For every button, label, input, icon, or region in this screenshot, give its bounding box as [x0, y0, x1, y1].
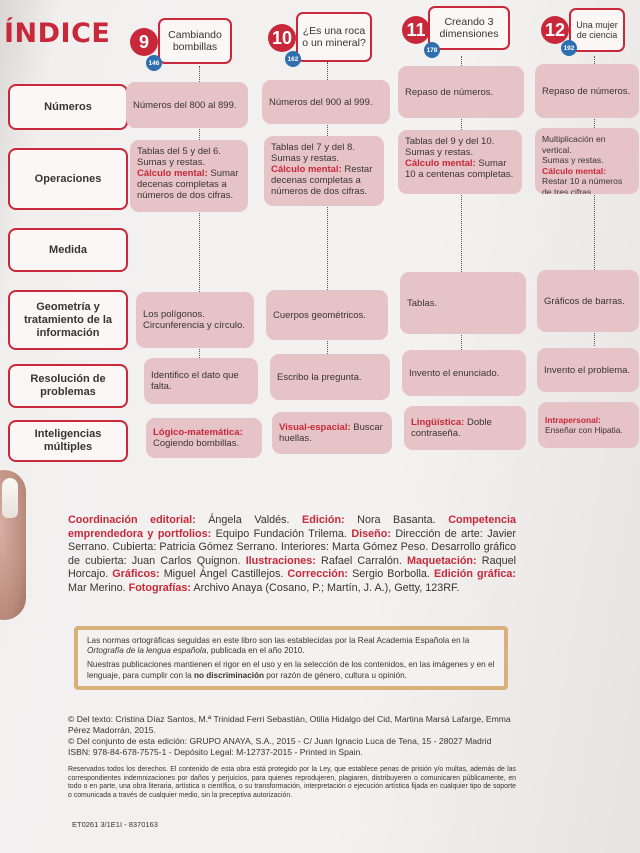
notice-text: Nuestras publicaciones mantienen el rigor en el uso y en la selección de los contenidos, en las imágenes y en el lenguaje, para cumplir con la: [87, 660, 495, 680]
row-label-inteligencias: Inteligencias múltiples: [8, 420, 128, 462]
cell-operaciones-u11: [398, 130, 522, 194]
cell-highlight: Cálculo mental:: [405, 158, 476, 169]
page-number-badge: 162: [285, 51, 301, 67]
page-title: ÍNDICE: [4, 18, 111, 49]
cell-numeros-u10: Números del 900 al 999.: [262, 80, 390, 124]
isbn-line: ISBN: 978-84-678-7575-1 - Depósito Legal: M-12737-2015 - Printed in Spain.: [68, 747, 363, 757]
credit-value: Ángela Valdés.: [195, 514, 303, 526]
notice-book-title: Ortografía de la lengua española: [87, 646, 207, 656]
cell-rest: Doble contraseña.: [411, 417, 492, 439]
cell-text: Multiplicación en vertical. Sumas y restas.: [542, 134, 606, 165]
unit-title: Creando 3 dimensiones: [428, 6, 510, 50]
cell-inteligencias-u12: [538, 402, 639, 448]
copyright-block: [68, 714, 516, 758]
unit-title: Cambiando bombillas: [158, 18, 232, 64]
cell-numeros-u11: Repaso de números.: [398, 66, 524, 118]
credit-value: Nora Basanta.: [344, 514, 449, 526]
cell-resolucion-u12: Invento el problema.: [537, 348, 639, 392]
cell-geometria-u10: Cuerpos geométricos.: [266, 290, 388, 340]
edition-code: ET0261 3/1E1I - 8370163: [72, 820, 158, 829]
credit-key: Gráficos:: [112, 568, 160, 581]
credit-value: Dirección de arte: Javier Serrano. Cubierta: Patricia Gómez Serrano. Interiores: Marta Gómez Peso. Desarrollo gráfico de cubierta: Juan Carlos Quignon.: [68, 527, 516, 567]
copyright-line: © Del conjunto de esta edición: GRUPO ANAYA, S.A., 2015 - C/ Juan Ignacio Luca de Tena, 15 - 28027 Madrid: [68, 736, 492, 746]
row-label-operaciones: Operaciones: [8, 148, 128, 210]
cell-rest: Buscar huellas.: [279, 422, 383, 444]
credit-value: Miguel Ángel Castillejos.: [159, 568, 288, 581]
cell-highlight: Cálculo mental:: [271, 164, 342, 175]
cell-highlight: Lingüística:: [411, 417, 465, 428]
notice-paragraph-2: [87, 660, 495, 680]
cell-text: Tablas del 5 y del 6. Sumas y restas.: [137, 146, 221, 168]
row-label-geometria: Geometría y tratamiento de la información: [8, 290, 128, 350]
cell-resolucion-u9: Identifico el dato que falta.: [144, 358, 258, 404]
cell-text: Tablas del 9 y del 10. Sumas y restas.: [405, 136, 495, 158]
orthography-notice: [74, 626, 508, 690]
page-number-badge: 146: [146, 55, 162, 71]
credit-value: Archivo Anaya (Cosano, P.; Martín, J. A.), Getty, 123RF.: [191, 581, 460, 594]
cell-rest: Cogiendo bombillas.: [153, 438, 240, 449]
cell-rest: Restar decenas completas a números de dos cifras.: [271, 164, 373, 197]
unit-number: 12: [541, 16, 569, 44]
row-label-medida: Medida: [8, 228, 128, 272]
cell-highlight: Cálculo mental:: [137, 168, 208, 179]
credit-key: Competencia emprendedora y portfolios:: [68, 514, 516, 540]
unit-number: 10: [268, 24, 296, 52]
cell-operaciones-u10: [264, 136, 384, 206]
cell-geometria-u9: Los polígonos. Circunferencia y círculo.: [136, 292, 254, 348]
cell-rest: Restar 10 a números de tres cifras.: [542, 176, 623, 194]
page-number-badge: 178: [424, 42, 440, 58]
cell-rest: Enseñar con Hipatia.: [545, 425, 623, 435]
cell-resolucion-u10: Escribo la pregunta.: [270, 354, 390, 400]
notice-paragraph-1: [87, 636, 495, 656]
cell-highlight: Cálculo mental:: [542, 165, 606, 176]
cell-numeros-u9: Números del 800 al 899.: [126, 82, 248, 128]
cell-numeros-u12: Repaso de números.: [535, 64, 639, 118]
page-number-badge: 192: [561, 40, 577, 56]
cell-resolucion-u11: Invento el enunciado.: [402, 350, 526, 396]
unit-title: Una mujer de ciencia: [569, 8, 625, 52]
notice-emphasis: no discriminación: [193, 670, 265, 680]
credit-key: Edición gráfica:: [433, 568, 516, 581]
cell-highlight: Visual-espacial:: [279, 422, 351, 433]
credit-value: Rafael Carralón.: [315, 554, 408, 567]
credit-key: Diseño:: [351, 527, 391, 540]
unit-title: ¿Es una roca o un mineral?: [296, 12, 372, 62]
credit-key: Corrección:: [287, 568, 349, 581]
cell-inteligencias-u9: [146, 418, 262, 458]
credit-key: Maquetación:: [407, 554, 477, 567]
credit-key: Edición:: [302, 514, 345, 526]
cell-rest: Sumar 10 a centenas completas.: [405, 158, 514, 180]
credit-value: Mar Merino.: [68, 581, 129, 594]
cell-geometria-u12: Gráficos de barras.: [537, 270, 639, 332]
notice-text: , publicada en el año 2010.: [206, 646, 305, 656]
cell-inteligencias-u10: [272, 412, 392, 454]
unit-number: 9: [130, 28, 158, 56]
credit-key: Coordinación editorial:: [68, 514, 196, 526]
credit-value: Sergio Borbolla.: [348, 568, 434, 581]
rights-reserved-text: Reservados todos los derechos. El contenido de esta obra está protegido por la Ley, que establece penas de prisión y/o multas, además de las correspondientes indemnizaciones por daños y perjuicios, para quienes reprodujeren, plagiaren, distribuyeren o comunicaren públicamente, en todo o en parte, una obra literaria, artística o científica, o su transformación, interpretación o ejecución artística fijada en cualquier tipo de soporte o comunicada a través de cualquier medio, sin la preceptiva autorización.: [68, 766, 516, 799]
row-label-resolucion: Resolución de problemas: [8, 364, 128, 408]
cell-operaciones-u12: [535, 128, 639, 194]
cell-highlight: Lógico-matemática:: [153, 427, 243, 438]
credits-block: [68, 514, 516, 596]
unit-number: 11: [402, 16, 430, 44]
cell-operaciones-u9: [130, 140, 248, 212]
notice-text: por razón de género, cultura u opinión.: [264, 670, 407, 680]
cell-inteligencias-u11: [404, 406, 526, 450]
thumbnail-photo-artifact: [2, 478, 18, 518]
row-label-numeros: Números: [8, 84, 128, 130]
credit-value: Raquel Horcajo.: [68, 554, 516, 581]
cell-rest: Sumar decenas completas a números de dos cifras.: [137, 168, 239, 201]
cell-highlight: Intrapersonal:: [545, 415, 601, 425]
credit-value: Equipo Fundación Trilema.: [211, 527, 352, 540]
credit-key: Ilustraciones:: [245, 554, 316, 567]
copyright-line: © Del texto: Cristina Díaz Santos, M.ª Trinidad Ferri Sebastián, Otilia Hidalgo del Cid, Martina Marsá Lafarge, Emma Pérez Madorrán, 2015.: [68, 714, 511, 735]
cell-geometria-u11: Tablas.: [400, 272, 526, 334]
cell-text: Tablas del 7 y del 8. Sumas y restas.: [271, 142, 355, 164]
notice-text: Las normas ortográficas seguidas en este libro son las establecidas por la Real Academia Española en la: [87, 636, 470, 645]
credit-key: Fotografías:: [128, 581, 191, 594]
